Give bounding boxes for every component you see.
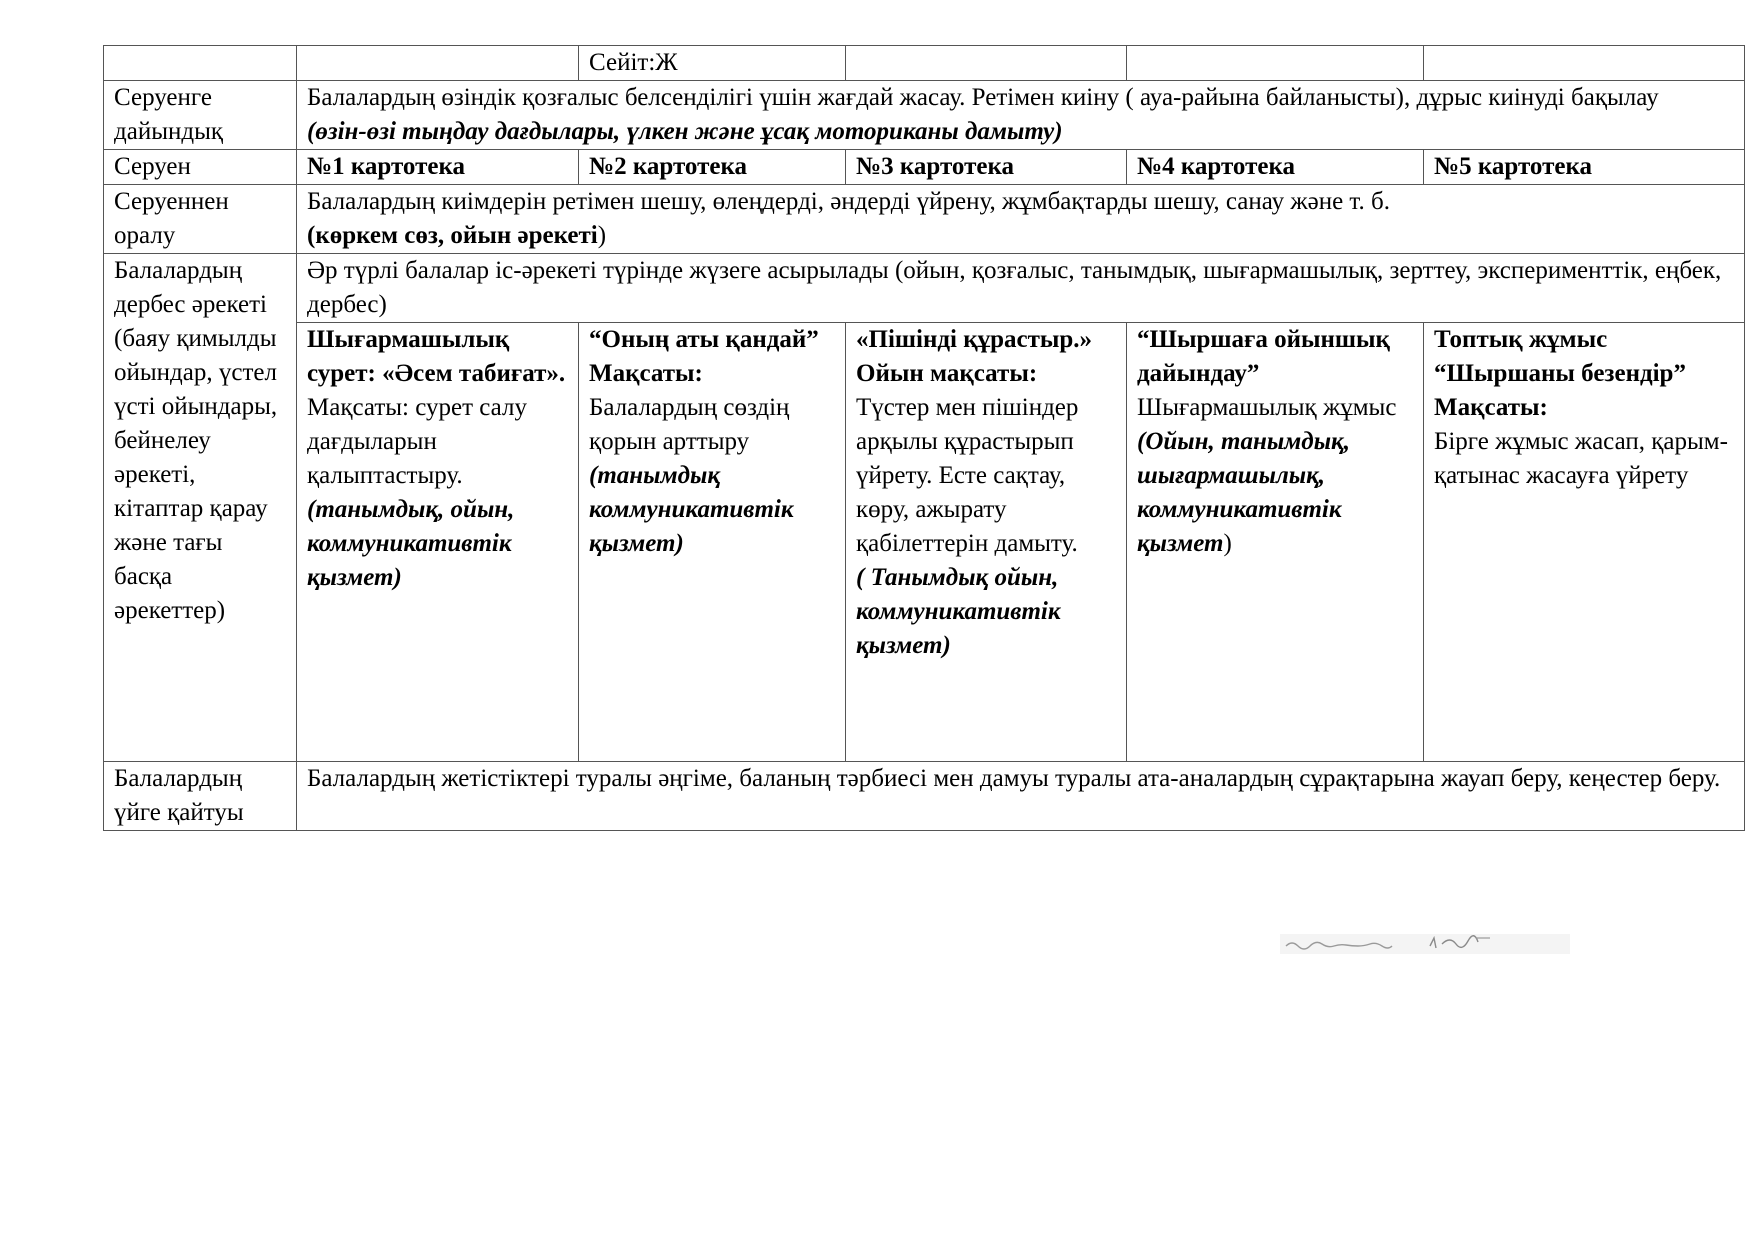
return-note-end: ) bbox=[597, 222, 607, 249]
row-label-activity: Балалардың дербес әрекеті (баяу қимылды ойындар, үстел үсті ойындары, бейнелеу әрекеті, кітаптар қарау және тағы басқа әрекеттер) bbox=[104, 254, 297, 762]
activity-2-title: “Оның аты қандай” bbox=[589, 326, 819, 353]
cell-empty bbox=[846, 46, 1127, 81]
activity-4-note-end: ) bbox=[1223, 530, 1232, 557]
activity-3-goal-label: Ойын мақсаты: bbox=[856, 360, 1038, 387]
table-row-top bbox=[104, 46, 1745, 81]
activity-5-title: Топтық жұмыс “Шыршаны безендір” bbox=[1434, 326, 1686, 387]
card-2: №2 картотека bbox=[579, 150, 846, 185]
table-row-walk bbox=[104, 150, 1745, 185]
activity-5-goal-label: Мақсаты: bbox=[1434, 394, 1548, 421]
activity-5-goal: Бірге жұмыс жасап, қарым-қатынас жасауға үйрету bbox=[1434, 428, 1728, 489]
activity-3-note: ( Танымдық ойын, коммуникативтік қызмет) bbox=[856, 564, 1061, 659]
card-5: №5 картотека bbox=[1424, 150, 1745, 185]
cell-empty bbox=[1424, 46, 1745, 81]
card-1: №1 картотека bbox=[297, 150, 579, 185]
row-label-walk: Серуен bbox=[104, 150, 297, 185]
activity-3-title: «Пішінді құрастыр.» bbox=[856, 326, 1093, 353]
table-row-return bbox=[104, 185, 1745, 254]
activity-col-5 bbox=[1424, 323, 1745, 762]
row-label-walk-prep: Серуенге дайындық bbox=[104, 81, 297, 150]
activity-col-2 bbox=[579, 323, 846, 762]
cell-going-home: Балалардың жетістіктері туралы әңгіме, баланың тәрбиесі мен дамуы туралы ата-аналардың сұрақтарына жауап беру, кеңестер беру. bbox=[297, 762, 1745, 831]
activity-2-goal: Балалардың сөздің қорын арттыру bbox=[589, 394, 790, 455]
cell-empty bbox=[1127, 46, 1424, 81]
activity-2-goal-label: Мақсаты: bbox=[589, 360, 703, 387]
activity-4-title: “Шыршаға ойыншық дайындау” bbox=[1137, 326, 1390, 387]
card-4: №4 картотека bbox=[1127, 150, 1424, 185]
activity-1-goal: Мақсаты: сурет салу дағдыларын қалыптастыру. bbox=[307, 394, 527, 489]
return-note: (көркем сөз, ойын әрекеті bbox=[307, 222, 598, 249]
cell-empty bbox=[104, 46, 297, 81]
activity-4-note: (Ойын, танымдық, шығармашылық, коммуникативтік қызмет bbox=[1137, 428, 1350, 557]
activity-1-title: Шығармашылық сурет: «Әсем табиғат». bbox=[307, 326, 566, 387]
cell-empty bbox=[297, 46, 579, 81]
cell-activity-intro: Әр түрлі балалар іс-әрекеті түрінде жүзеге асырылады (ойын, қозғалыс, танымдық, шығармашылық, зерттеу, эксперименттік, еңбек, дербес) bbox=[297, 254, 1745, 323]
walk-prep-text: Балалардың өзіндік қозғалыс белсенділігі үшін жағдай жасау. Ретімен киіну ( ауа-райына байланысты), дұрыс киінуді бақылау bbox=[307, 84, 1659, 111]
table-row-activity-intro bbox=[104, 254, 1745, 323]
activity-col-4 bbox=[1127, 323, 1424, 762]
table-row-walk-prep bbox=[104, 81, 1745, 150]
cell-weekday-note: Сейіт:Ж bbox=[579, 46, 846, 81]
activity-1-note: (танымдық, ойын, коммуникативтік қызмет) bbox=[307, 496, 515, 591]
card-3: №3 картотека bbox=[846, 150, 1127, 185]
row-label-return: Серуеннен оралу bbox=[104, 185, 297, 254]
activity-3-goal: Түстер мен пішіндер арқылы құрастырып үйрету. Есте сақтау, көру, ажырату қабілеттерін дамыту. bbox=[856, 394, 1079, 557]
row-label-going-home: Балалардың үйге қайтуы bbox=[104, 762, 297, 831]
activity-col-3 bbox=[846, 323, 1127, 762]
activity-2-note: (танымдық коммуникативтік қызмет) bbox=[589, 462, 794, 557]
table-row-activity bbox=[104, 323, 1745, 762]
daily-plan-table bbox=[103, 45, 1745, 831]
cell-return bbox=[297, 185, 1745, 254]
activity-col-1 bbox=[297, 323, 579, 762]
walk-prep-note: (өзін-өзі тыңдау дағдылары, үлкен және ұсақ моториканы дамыту) bbox=[307, 118, 1063, 145]
cell-walk-prep bbox=[297, 81, 1745, 150]
return-text: Балалардың киімдерін ретімен шешу, өлеңдерді, әндерді үйрену, жұмбақтарды шешу, санау және т. б. bbox=[307, 188, 1390, 215]
table-row-going-home bbox=[104, 762, 1745, 831]
handwritten-signature bbox=[1280, 930, 1570, 956]
activity-4-goal: Шығармашылық жұмыс bbox=[1137, 394, 1397, 421]
